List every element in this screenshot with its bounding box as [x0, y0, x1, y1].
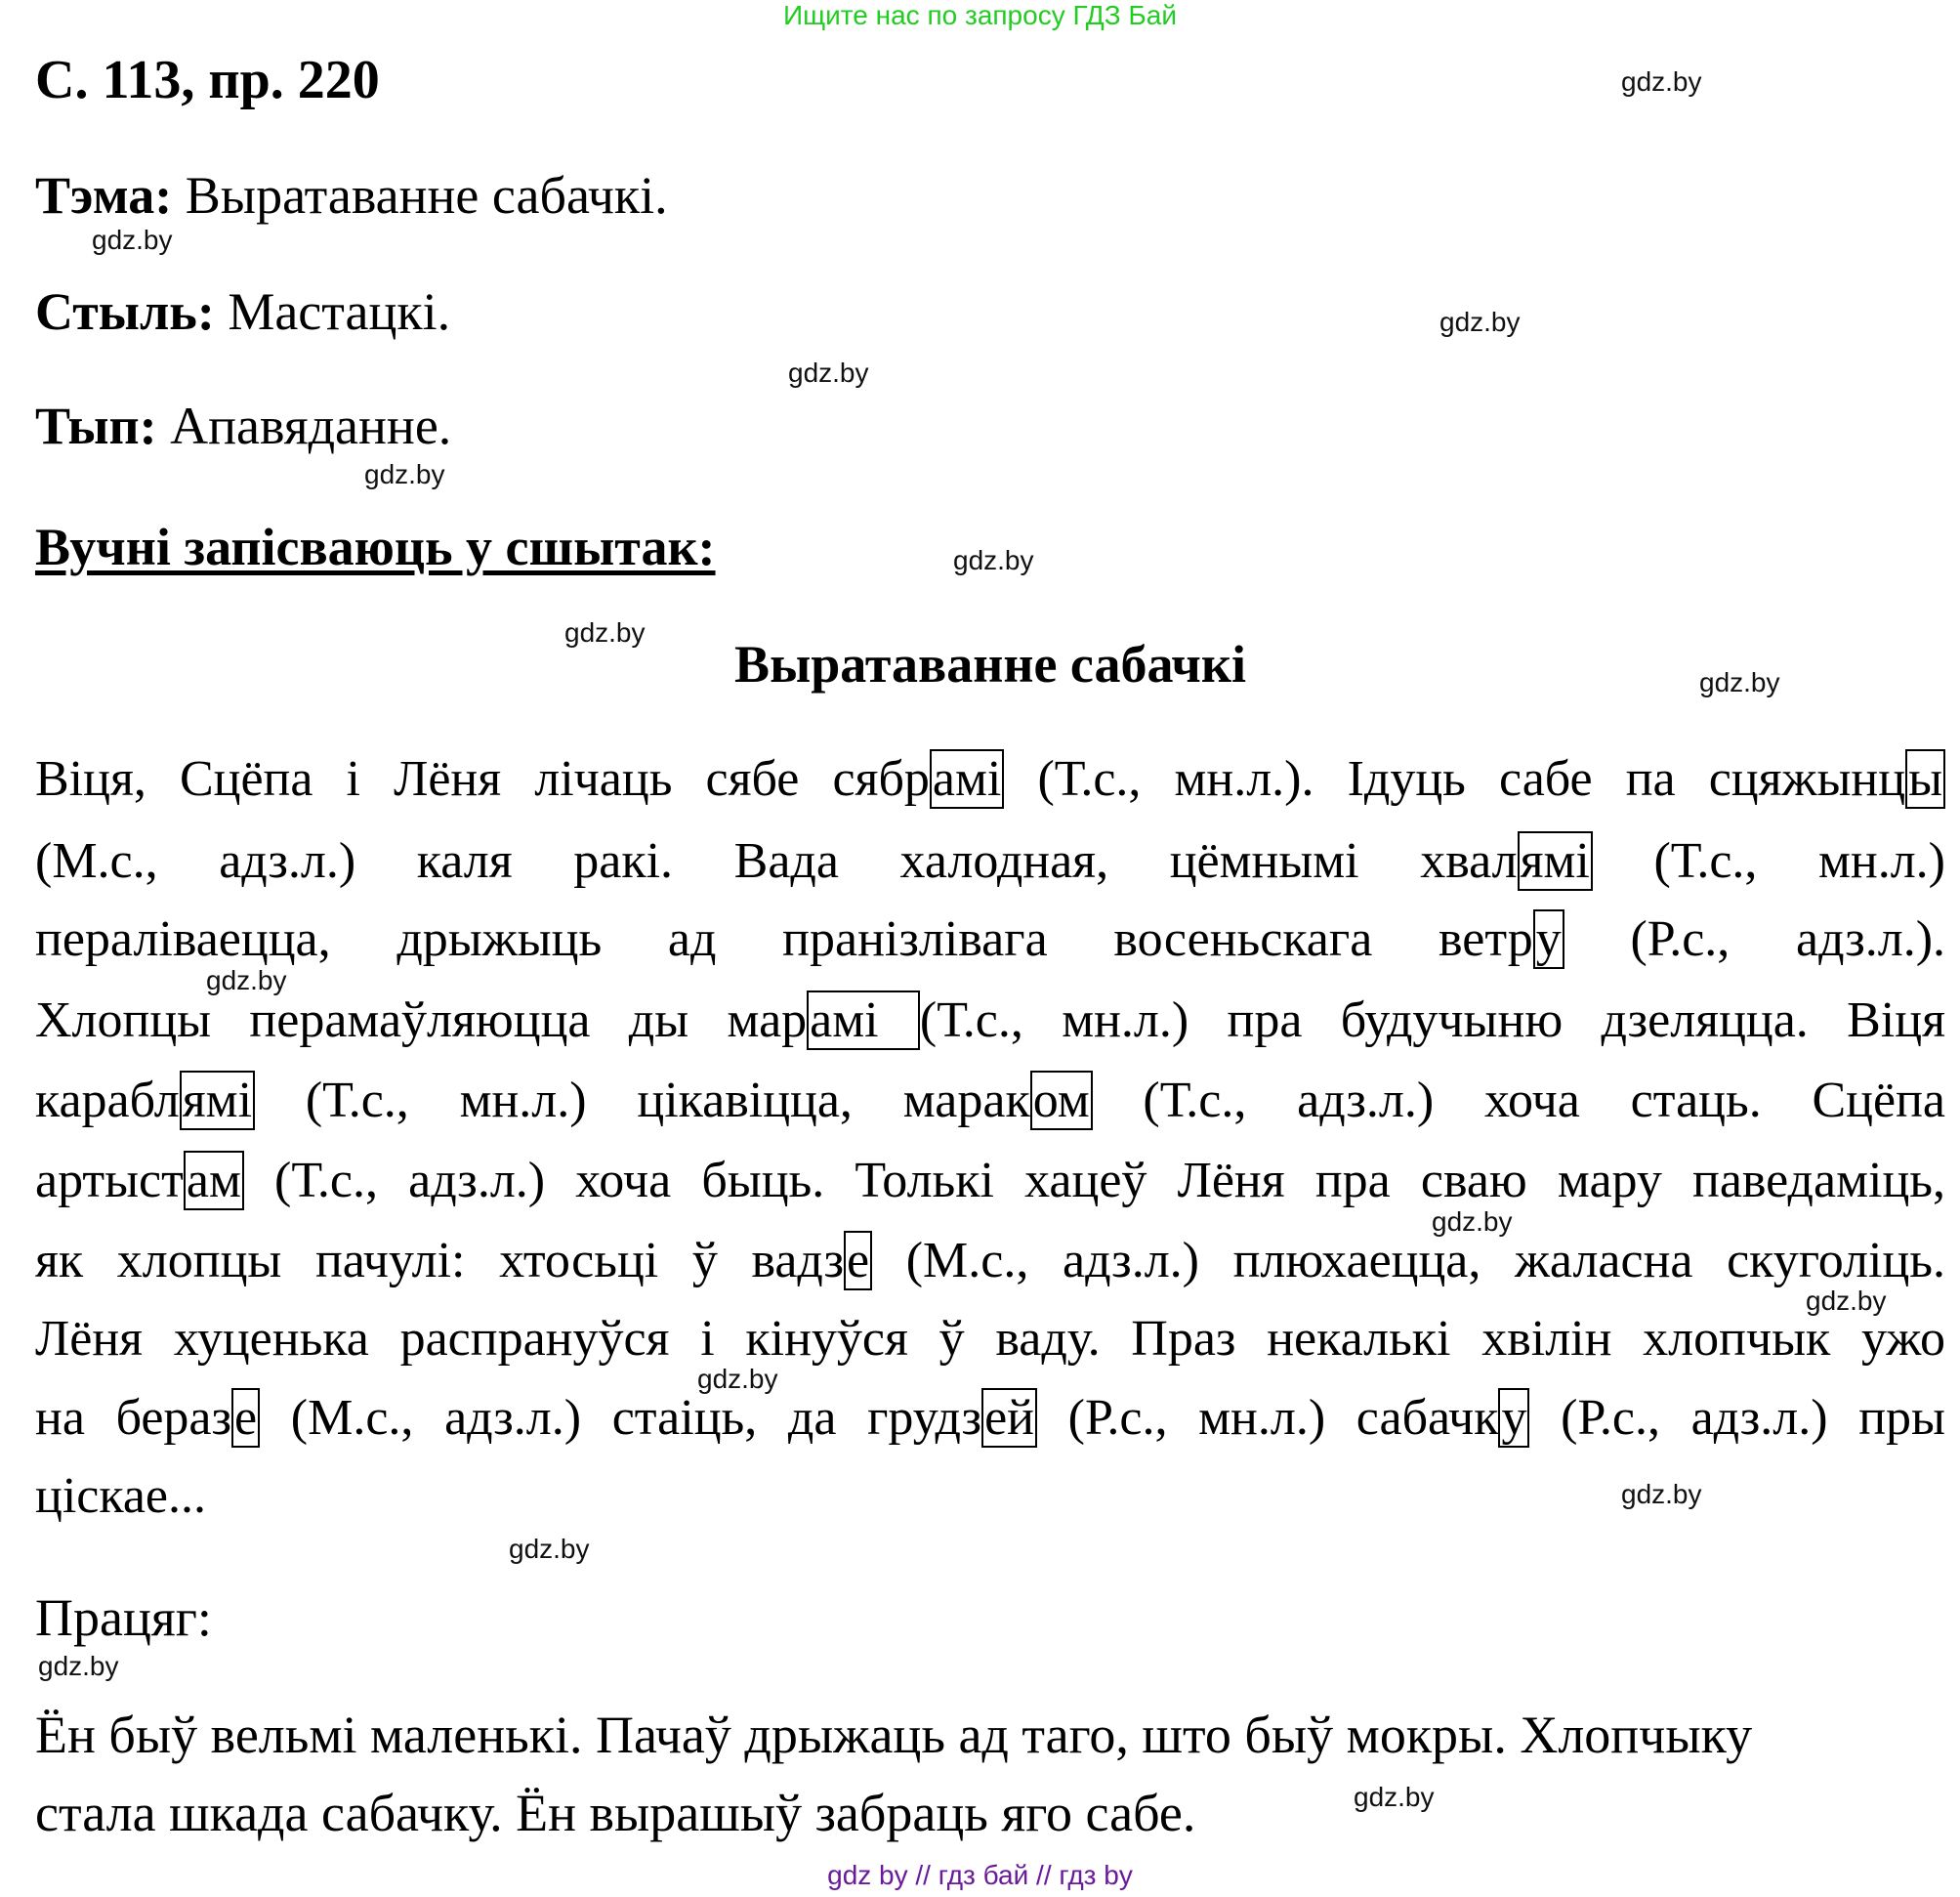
promo-banner[interactable]: Ищите нас по запросу ГДЗ Бай — [782, 0, 1178, 30]
text-segment: (Р.с., мн.л.) сабачк — [1037, 1390, 1499, 1446]
watermark: gdz.by — [1621, 1479, 1702, 1509]
boxed-ending: ам — [184, 1151, 244, 1210]
boxed-ending: амі — [930, 749, 1004, 809]
text-segment: (Т.с., мн.л.) пра будучыню дзеляцца. Віця — [919, 992, 1945, 1048]
paragraph-line — [35, 911, 1946, 967]
meta-value: Выратаванне сабачкі. — [185, 166, 668, 225]
text-segment: (М.с., адз.л.) каля ракі. Вада халодная, цёмнымі хвал — [35, 833, 1518, 889]
watermark: gdz.by — [1806, 1286, 1887, 1316]
text-segment: Лёня хуценька распрануўся і кінуўся ў ваду. Праз некалькі хвілін хлопчык ужо — [35, 1311, 1945, 1367]
watermark: gdz.by — [564, 617, 646, 648]
paragraph-line — [35, 1073, 1945, 1128]
watermark: gdz.by — [92, 225, 173, 255]
text-segment: (М.с., адз.л.) стаіць, да грудз — [260, 1390, 982, 1446]
watermark: gdz.by — [206, 965, 287, 995]
text-segment: Хлопцы перамаўляюцца ды мар — [35, 992, 808, 1048]
watermark: gdz.by — [697, 1364, 778, 1394]
meta-theme — [35, 168, 668, 223]
paragraph-line — [35, 1468, 206, 1524]
boxed-ending: е — [844, 1231, 872, 1290]
watermark: gdz.by — [364, 459, 445, 489]
meta-type — [35, 399, 451, 453]
text-segment: як хлопцы пачулі: хтосьці ў вадз — [35, 1233, 845, 1288]
boxed-ending: ы — [1905, 749, 1945, 809]
paragraph-line — [35, 1153, 1945, 1208]
watermark: gdz.by — [1439, 307, 1521, 337]
footer-links[interactable]: gdz by // гдз бай // гдз by — [827, 1860, 1133, 1890]
text-segment: ціскае... — [35, 1468, 206, 1524]
task-label: Вучні запісваюць у сшытак: — [35, 518, 716, 576]
continuation-label: Працяг: — [35, 1588, 212, 1647]
paragraph-line — [35, 751, 1945, 807]
paragraph-line — [35, 1233, 1945, 1288]
text-segment: (Т.с., адз.л.) хоча стаць. Сцёпа — [1092, 1073, 1945, 1128]
text-segment: артыст — [35, 1153, 184, 1208]
continuation-line: Ён быў вельмі маленькі. Пачаў дрыжаць ад таго, што быў мокры. Хлопчыку — [35, 1706, 1753, 1764]
boxed-ending: е — [231, 1388, 260, 1448]
watermark: gdz.by — [1432, 1206, 1513, 1237]
text-segment: пераліваецца, дрыжыць ад пранізлівага восеньскага ветр — [35, 911, 1533, 967]
boxed-ending: ямі — [180, 1071, 255, 1130]
paragraph-line — [35, 1311, 1945, 1367]
text-segment: (М.с., адз.л.) плюхаецца, жаласна скуголіць. — [872, 1233, 1945, 1288]
paragraph-line — [35, 833, 1945, 889]
continuation-line: стала шкада сабачку. Ён вырашыў забраць яго сабе. — [35, 1784, 1196, 1842]
paragraph-line — [35, 992, 1945, 1048]
text-segment: Віця, Сцёпа і Лёня лічаць сябе сябр — [35, 751, 930, 807]
watermark: gdz.by — [953, 545, 1034, 575]
page-heading: С. 113, пр. 220 — [35, 50, 380, 110]
text-segment: (Т.с., мн.л.) — [1592, 833, 1945, 889]
meta-label: Тып: — [35, 397, 157, 455]
text-segment: (Р.с., адз.л.). — [1564, 911, 1946, 967]
text-segment: (Т.с., адз.л.) хоча быць. Толькі хацеў Лёня пра сваю мару паведаміць, — [243, 1153, 1945, 1208]
watermark: gdz.by — [509, 1534, 590, 1564]
text-segment: (Т.с., мн.л.). Ідуць сабе па сцяжынц — [1004, 751, 1906, 807]
meta-style — [35, 284, 450, 339]
meta-label: Тэма: — [35, 166, 173, 225]
meta-value: Апавяданне. — [170, 397, 452, 455]
watermark: gdz.by — [788, 358, 869, 388]
boxed-ending: ей — [981, 1388, 1037, 1448]
watermark: gdz.by — [38, 1651, 119, 1681]
boxed-ending: амі — [807, 991, 920, 1050]
boxed-ending: у — [1533, 909, 1564, 969]
text-segment: карабл — [35, 1073, 180, 1128]
watermark: gdz.by — [1354, 1782, 1435, 1812]
watermark: gdz.by — [1621, 66, 1702, 97]
meta-label: Стыль: — [35, 282, 215, 341]
paragraph-line — [35, 1390, 1945, 1446]
text-title: Выратаванне сабачкі — [734, 635, 1246, 694]
boxed-ending: ямі — [1518, 831, 1593, 891]
text-segment: (Т.с., мн.л.) цікавіцца, марак — [255, 1073, 1030, 1128]
text-segment: на бераз — [35, 1390, 232, 1446]
watermark: gdz.by — [1699, 667, 1780, 697]
boxed-ending: ом — [1030, 1071, 1093, 1130]
meta-value: Мастацкі. — [228, 282, 451, 341]
boxed-ending: у — [1498, 1388, 1529, 1448]
text-segment: (Р.с., адз.л.) пры — [1529, 1390, 1945, 1446]
